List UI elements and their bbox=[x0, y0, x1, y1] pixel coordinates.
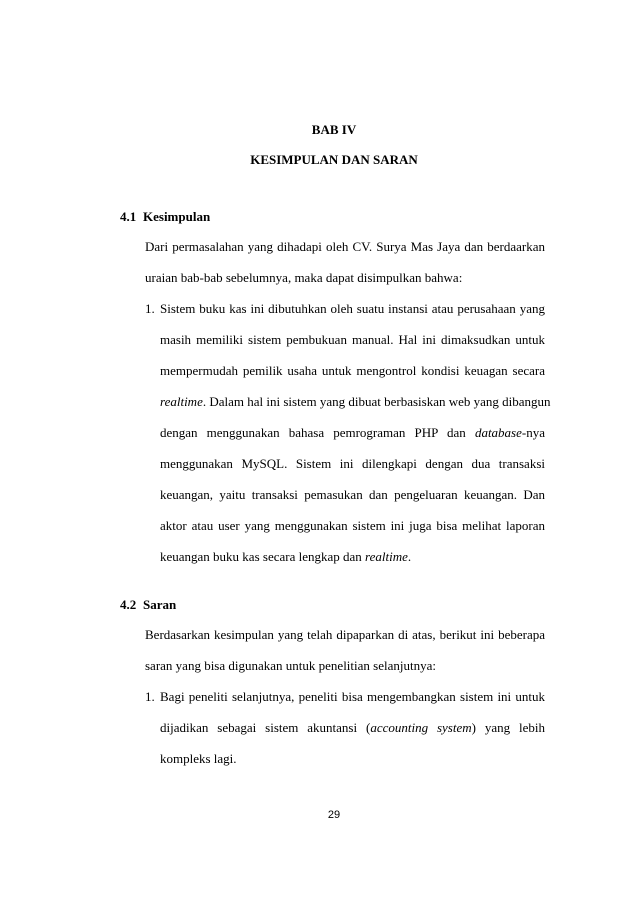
paragraph-line: saran yang bisa digunakan untuk penelitian selanjutnya: bbox=[145, 658, 436, 673]
item-line: dengan menggunakan bahasa pemrograman PHP dan database-nya bbox=[160, 425, 545, 440]
section-heading-kesimpulan bbox=[120, 209, 210, 225]
item-line: masih memiliki sistem pembukuan manual. Hal ini dimaksudkan untuk bbox=[160, 332, 545, 347]
saran-intro bbox=[145, 619, 545, 681]
item-line: dijadikan sebagai sistem akuntansi (accounting system) yang lebih bbox=[160, 720, 546, 735]
item-line: realtime. Dalam hal ini sistem yang dibuat berbasiskan web yang dibangun bbox=[160, 394, 551, 409]
chapter-number: BAB IV bbox=[311, 122, 357, 137]
item-line: Sistem buku kas ini dibutuhkan oleh suatu instansi atau perusahaan yang bbox=[160, 301, 545, 316]
list-item bbox=[145, 293, 551, 572]
item-line: aktor atau user yang menggunakan sistem ini juga bisa melihat laporan bbox=[160, 518, 545, 533]
chapter-title: KESIMPULAN DAN SARAN bbox=[250, 152, 418, 167]
saran-list bbox=[145, 681, 545, 774]
item-line: keuangan buku kas secara lengkap dan realtime. bbox=[160, 549, 412, 564]
paragraph-line: Dari permasalahan yang dihadapi oleh CV. Surya Mas Jaya dan berdaarkan bbox=[145, 239, 545, 254]
item-line: Bagi peneliti selanjutnya, peneliti bisa mengembangkan sistem ini untuk bbox=[160, 689, 545, 704]
list-item bbox=[145, 681, 545, 774]
section-title: Saran bbox=[143, 597, 177, 612]
kesimpulan-list bbox=[145, 293, 551, 572]
section-number: 4.2 bbox=[120, 597, 137, 612]
paragraph-line: uraian bab-bab sebelumnya, maka dapat disimpulkan bahwa: bbox=[145, 270, 463, 285]
item-line: keuangan, yaitu transaksi pemasukan dan pengeluaran keuangan. Dan bbox=[160, 487, 545, 502]
list-marker: 1. bbox=[145, 689, 155, 704]
italic-term: realtime bbox=[160, 394, 203, 409]
italic-term: accounting system bbox=[370, 720, 472, 735]
page-number: 29 bbox=[327, 809, 341, 821]
section-number: 4.1 bbox=[120, 209, 137, 224]
item-line: mempermudah pemilik usaha untuk mengontrol kondisi keuagan secara bbox=[160, 363, 545, 378]
list-marker: 1. bbox=[145, 301, 155, 316]
paragraph-line: Berdasarkan kesimpulan yang telah dipaparkan di atas, berikut ini beberapa bbox=[145, 627, 545, 642]
section-title: Kesimpulan bbox=[143, 209, 211, 224]
section-heading-saran bbox=[120, 597, 176, 613]
item-line: menggunakan MySQL. Sistem ini dilengkapi dengan dua transaksi bbox=[160, 456, 545, 471]
italic-term: realtime bbox=[365, 549, 408, 564]
kesimpulan-intro bbox=[145, 231, 545, 293]
item-line: kompleks lagi. bbox=[160, 751, 237, 766]
italic-term: database bbox=[474, 425, 522, 440]
